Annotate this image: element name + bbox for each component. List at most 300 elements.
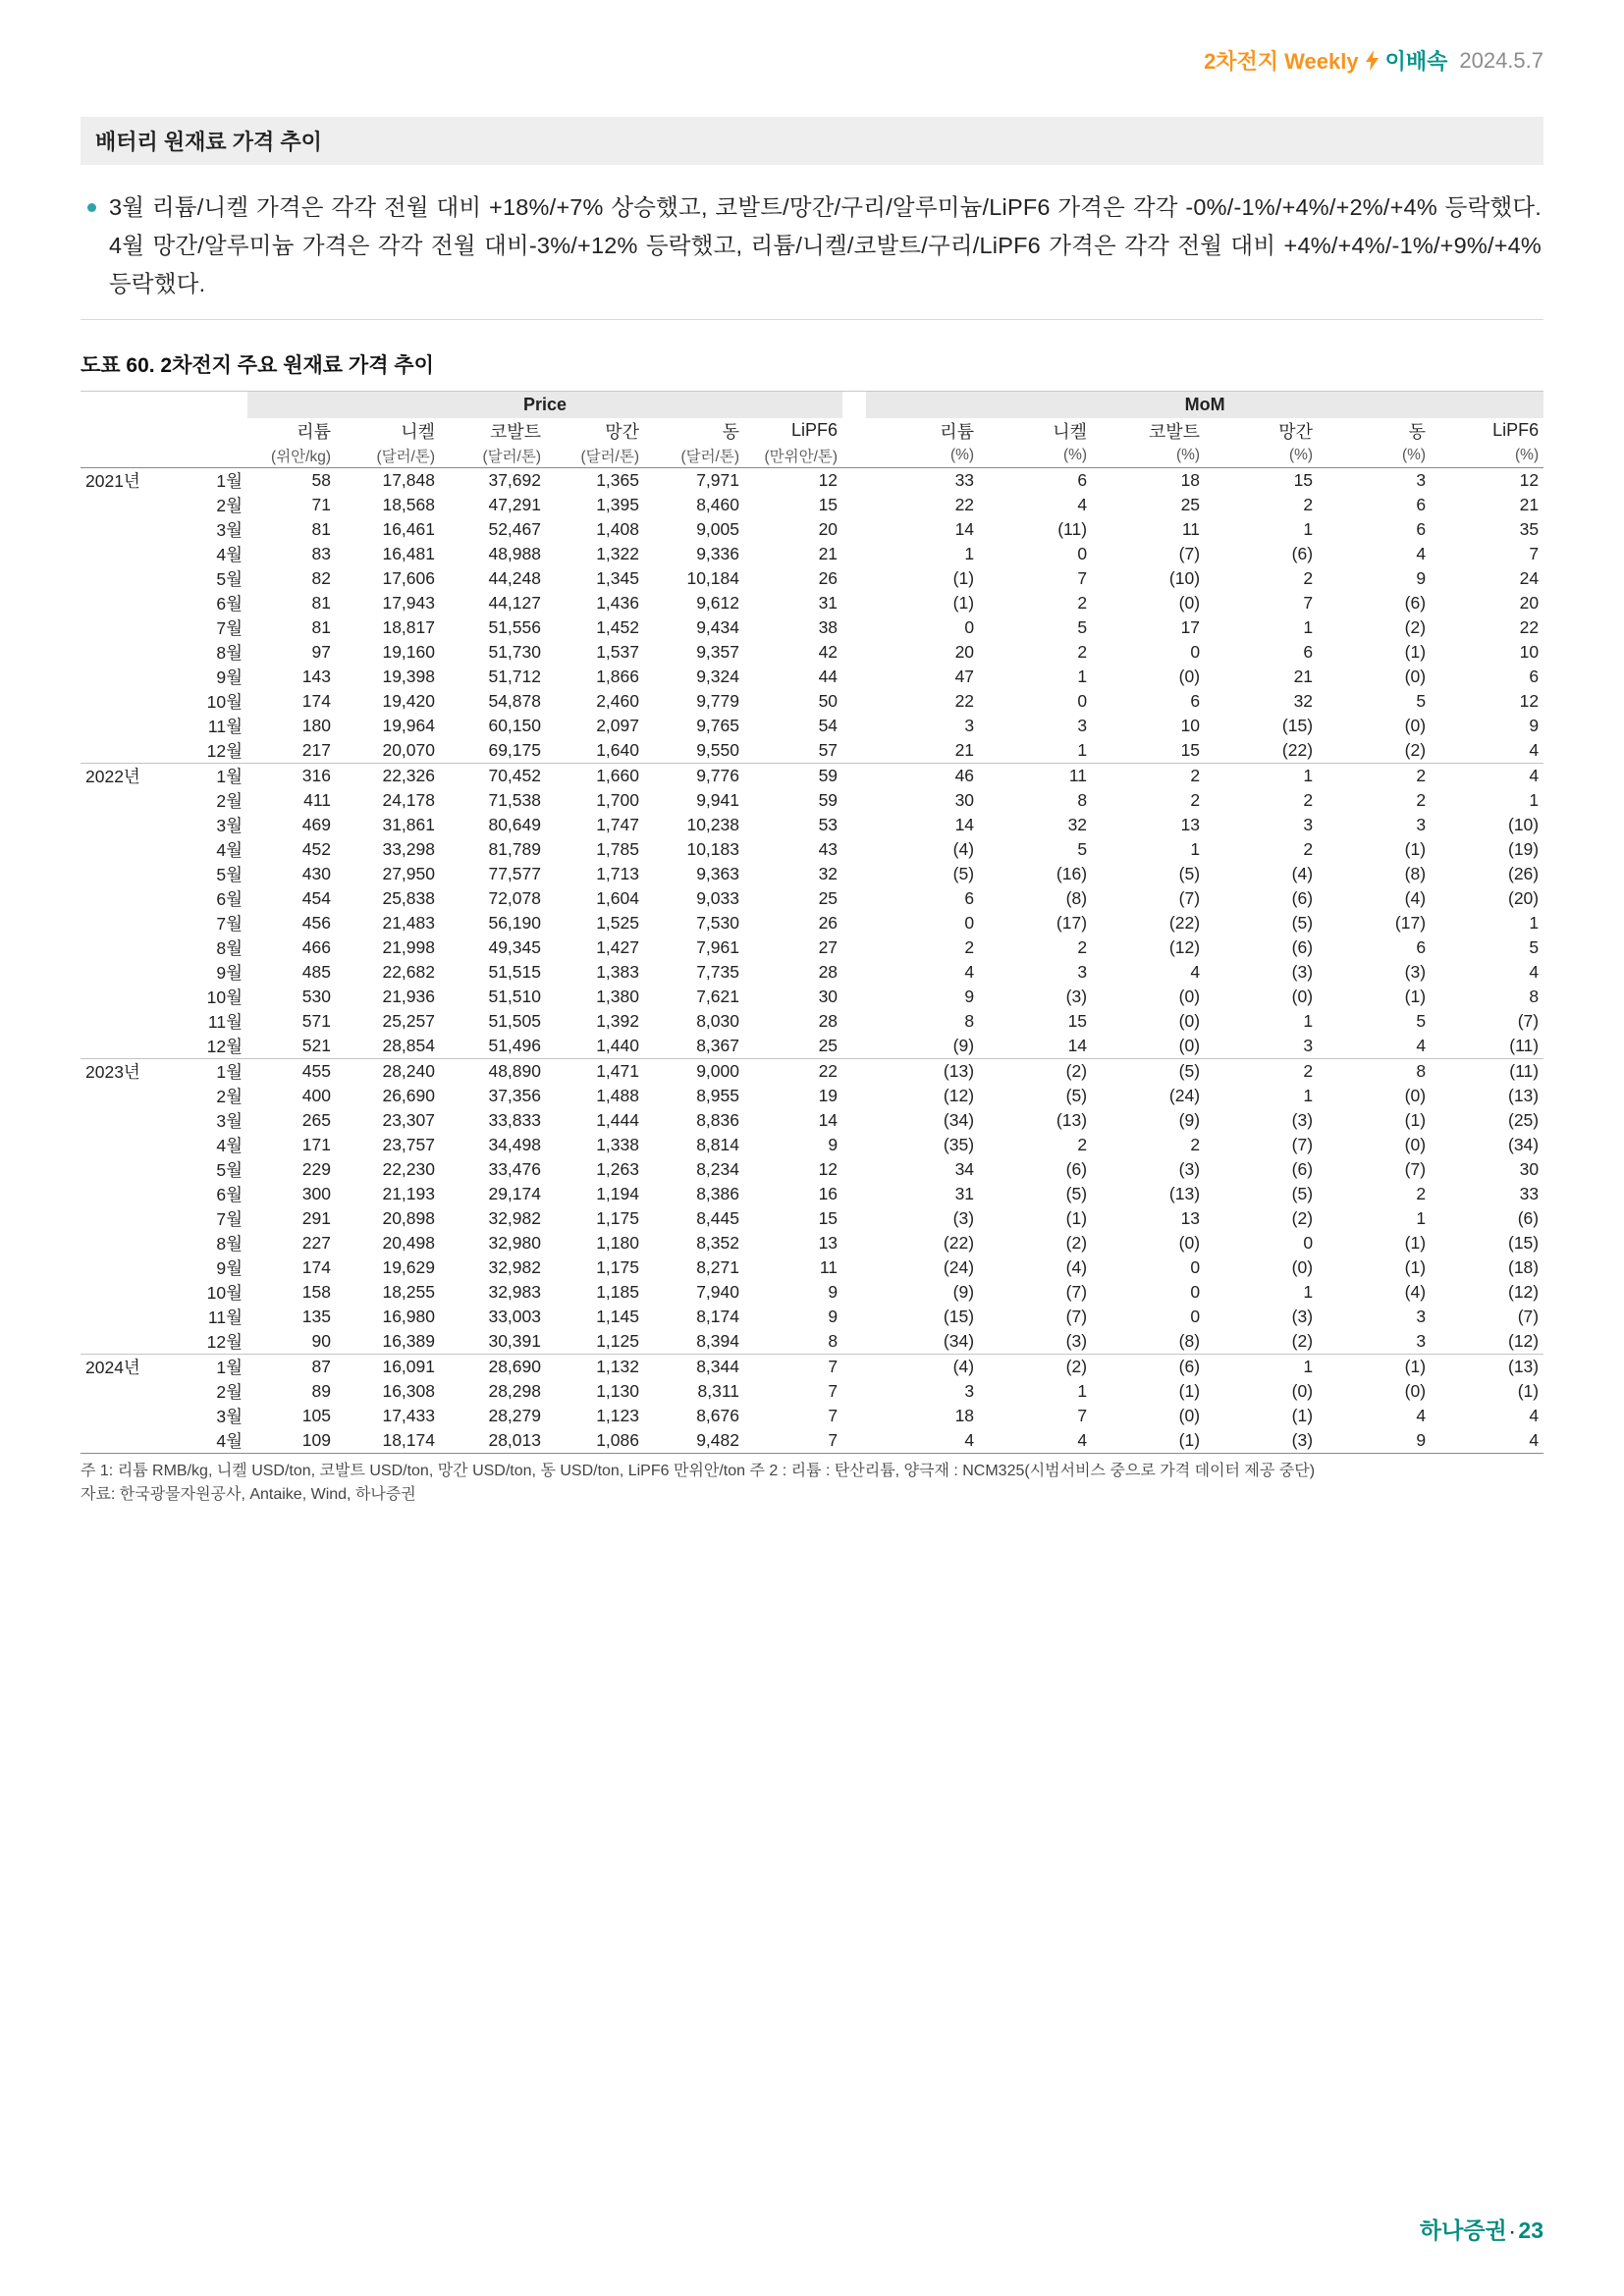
- price-cell: 485: [301, 962, 331, 982]
- price-cell: 229: [301, 1159, 331, 1179]
- mom-cell: (2): [1404, 740, 1427, 760]
- table-row: [81, 837, 1543, 862]
- mom-cell: (19): [1508, 839, 1540, 859]
- mom-cell: 2: [964, 937, 975, 957]
- mom-cell: (8): [1065, 888, 1088, 908]
- mom-cell: (4): [866, 1355, 979, 1380]
- column-unit: (달러/톤): [644, 444, 744, 468]
- price-cell: 32,983: [488, 1282, 541, 1302]
- price-cell: 33,298: [382, 839, 435, 859]
- mom-cell: 5: [1077, 617, 1088, 637]
- report-series-title: 2차전지 Weekly: [1204, 49, 1359, 74]
- price-group-header: Price: [247, 392, 842, 418]
- table-row: [81, 985, 1543, 1009]
- month-cell: 11월: [207, 1308, 243, 1327]
- mom-cell: 4: [1431, 764, 1543, 789]
- table-row: [81, 813, 1543, 837]
- price-cell: 97: [311, 642, 331, 662]
- price-cell: 25,257: [382, 1011, 435, 1031]
- column-name: 코발트: [1148, 421, 1201, 442]
- price-cell: 12: [818, 470, 839, 490]
- mom-cell: 3: [1077, 716, 1088, 735]
- price-cell: 17,606: [382, 568, 435, 588]
- price-cell: 11: [819, 1257, 839, 1277]
- table-title: 도표 60. 2차전지 주요 원재료 가격 추이: [81, 354, 434, 377]
- price-cell: 7: [828, 1381, 839, 1401]
- column-unit: (달러/톤): [546, 444, 644, 468]
- price-cell: 1,086: [596, 1430, 639, 1450]
- mom-cell: 10: [1519, 642, 1540, 662]
- mom-cell: (1): [1404, 839, 1427, 859]
- mom-cell: (1): [1404, 1257, 1427, 1277]
- table-row: [81, 1305, 1543, 1329]
- mom-cell: 12: [1519, 691, 1540, 711]
- year-cell: 2022년: [81, 764, 187, 789]
- price-cell: 7,940: [696, 1282, 739, 1302]
- month-cell: 6월: [216, 889, 243, 909]
- month-cell: 2월: [216, 1087, 243, 1106]
- price-cell: 1,700: [596, 790, 639, 810]
- mom-cell: (4): [952, 839, 975, 859]
- column-unit: (위안/kg): [247, 444, 336, 468]
- mom-cell: (0): [1178, 1036, 1201, 1055]
- year-cell: [81, 1379, 187, 1404]
- mom-cell: (12): [1508, 1282, 1540, 1302]
- mom-cell: (0): [1178, 1011, 1201, 1031]
- price-cell: 10,184: [686, 568, 739, 588]
- mom-cell: (0): [1178, 987, 1201, 1006]
- mom-cell: 30: [1519, 1159, 1540, 1179]
- price-cell: 28,279: [488, 1406, 541, 1425]
- price-cell: 18,568: [382, 495, 435, 514]
- mom-cell: 2: [1416, 790, 1427, 810]
- mom-cell: 1: [964, 544, 975, 563]
- mom-cell: (5): [952, 864, 975, 883]
- group-gap: [842, 640, 866, 665]
- month-cell: 4월: [216, 545, 243, 564]
- mom-cell: 3: [1303, 815, 1314, 834]
- month-cell: 1월: [187, 1355, 247, 1380]
- price-cell: 33,476: [488, 1159, 541, 1179]
- price-cell: 51,505: [488, 1011, 541, 1031]
- mom-cell: (7): [1065, 1307, 1088, 1326]
- price-cell: 44: [818, 667, 839, 686]
- table-row: [81, 1355, 1543, 1380]
- table-row: [81, 1059, 1543, 1085]
- price-cell: 9: [828, 1282, 839, 1302]
- column-unit: (달러/톤): [336, 444, 440, 468]
- table-row: [81, 689, 1543, 714]
- mom-cell: 10: [1180, 716, 1201, 735]
- price-cell: 56,190: [488, 913, 541, 933]
- month-cell: 6월: [216, 594, 243, 614]
- mom-cell: 21: [1519, 495, 1540, 514]
- year-cell: [81, 1034, 187, 1059]
- price-cell: 14: [818, 1110, 839, 1130]
- price-cell: 9,482: [696, 1430, 739, 1450]
- price-cell: 29,174: [488, 1184, 541, 1203]
- mom-cell: (20): [1508, 888, 1540, 908]
- price-cell: 1,185: [596, 1282, 639, 1302]
- mom-cell: (0): [1404, 1381, 1427, 1401]
- price-cell: 1,427: [596, 937, 639, 957]
- price-cell: 8,386: [696, 1184, 739, 1203]
- mom-cell: 22: [954, 691, 975, 711]
- mom-cell: (12): [1168, 937, 1201, 957]
- mom-cell: 0: [1303, 1233, 1314, 1253]
- column-unit-row: [81, 444, 1543, 468]
- mom-cell: (7): [1404, 1159, 1427, 1179]
- group-gap: [842, 738, 866, 764]
- table-row: [81, 738, 1543, 764]
- mom-cell: (35): [943, 1135, 975, 1154]
- mom-cell: (5): [1178, 864, 1201, 883]
- price-cell: 38: [818, 617, 839, 637]
- table-row: [81, 1084, 1543, 1108]
- price-cell: 81: [311, 617, 331, 637]
- mom-cell: (1): [1404, 1110, 1427, 1130]
- price-cell: 28,013: [488, 1430, 541, 1450]
- mom-cell: (2): [1065, 1233, 1088, 1253]
- price-cell: 25,838: [382, 888, 435, 908]
- price-cell: 28: [818, 1011, 839, 1031]
- mom-cell: (0): [1291, 1257, 1314, 1277]
- table-body: [81, 468, 1543, 1454]
- mom-cell: (9): [952, 1036, 975, 1055]
- price-cell: 530: [301, 987, 331, 1006]
- mom-cell: 7: [1077, 1406, 1088, 1425]
- group-gap: [842, 392, 866, 418]
- mom-cell: 13: [1180, 1208, 1201, 1228]
- column-unit: (만위안/톤): [744, 444, 842, 468]
- mom-cell: 7: [1303, 593, 1314, 613]
- price-cell: 1,436: [596, 593, 639, 613]
- mom-cell: (12): [1508, 1331, 1540, 1351]
- group-gap: [842, 418, 866, 444]
- price-cell: 59: [744, 764, 842, 789]
- price-cell: 33,003: [488, 1307, 541, 1326]
- mom-cell: 22: [1519, 617, 1540, 637]
- price-cell: 455: [247, 1059, 336, 1085]
- month-cell: 11월: [207, 1012, 243, 1032]
- mom-cell: (13): [866, 1059, 979, 1085]
- price-cell: 9,765: [696, 716, 739, 735]
- month-cell: 9월: [216, 1258, 243, 1278]
- table-row: [81, 615, 1543, 640]
- mom-cell: (7): [1178, 544, 1201, 563]
- raw-material-price-table: [81, 391, 1543, 1454]
- column-name: 니켈: [1053, 421, 1088, 442]
- mom-cell: 8: [1077, 790, 1088, 810]
- mom-cell: (9): [952, 1282, 975, 1302]
- mom-cell: (9): [1178, 1110, 1201, 1130]
- price-cell: 7,971: [696, 470, 739, 490]
- price-cell: 25: [818, 888, 839, 908]
- price-cell: 7: [828, 1430, 839, 1450]
- mom-cell: (15): [1508, 1233, 1540, 1253]
- mom-cell: (6): [1291, 888, 1314, 908]
- year-cell: [81, 689, 187, 714]
- group-gap: [842, 886, 866, 911]
- group-gap: [842, 1231, 866, 1255]
- price-cell: 9,363: [696, 864, 739, 883]
- mom-cell: 4: [1529, 1430, 1540, 1450]
- page-header: [81, 45, 1543, 76]
- price-cell: 71: [311, 495, 331, 514]
- month-cell: 10월: [206, 692, 243, 712]
- column-name: 동: [722, 421, 739, 442]
- group-gap: [842, 468, 866, 494]
- price-cell: 51,515: [488, 962, 541, 982]
- group-gap: [842, 960, 866, 985]
- mom-cell: (17): [1394, 913, 1427, 933]
- mom-cell: 5: [1416, 691, 1427, 711]
- price-cell: 454: [301, 888, 331, 908]
- mom-cell: 7: [1529, 544, 1540, 563]
- section-title: 배터리 원재료 가격 추이: [95, 130, 322, 154]
- year-cell: [81, 1157, 187, 1182]
- year-cell: [81, 935, 187, 960]
- price-cell: 1,145: [596, 1307, 639, 1326]
- mom-cell: (0): [1178, 1233, 1201, 1253]
- mom-cell: (3): [1291, 1307, 1314, 1326]
- month-cell: 12월: [206, 1332, 243, 1352]
- footnote-1: 주 1: 리튬 RMB/kg, 니켈 USD/ton, 코발트 USD/ton, 망간 USD/ton, 동 USD/ton, LiPF6 만위안/ton 주 2 : 리튬 : 탄산리튬, 양극재 : NCM325(시범서비스 중으로 가격 데이터 제공 중단): [81, 1463, 1316, 1479]
- price-cell: 456: [301, 913, 331, 933]
- mom-cell: 1: [1303, 519, 1314, 539]
- summary-paragraph: [81, 188, 1543, 303]
- price-cell: 7,735: [696, 962, 739, 982]
- mom-cell: (1): [1404, 642, 1427, 662]
- mom-cell: 4: [1529, 1406, 1540, 1425]
- column-name: 리튬: [297, 421, 331, 442]
- price-cell: 1,380: [596, 987, 639, 1006]
- mom-cell: 18: [954, 1406, 975, 1425]
- mom-cell: 2: [1190, 1135, 1201, 1154]
- group-gap: [842, 1009, 866, 1034]
- mom-cell: 14: [1067, 1036, 1088, 1055]
- price-cell: 1,408: [596, 519, 639, 539]
- group-gap: [842, 1404, 866, 1428]
- column-name-row: [81, 418, 1543, 444]
- price-cell: 19,398: [382, 667, 435, 686]
- year-cell: [81, 665, 187, 689]
- mom-cell: 1: [1416, 1208, 1427, 1228]
- mom-cell: (7): [1291, 1135, 1314, 1154]
- mom-cell: 0: [1190, 1282, 1201, 1302]
- price-cell: 26,690: [382, 1086, 435, 1105]
- mom-cell: 4: [1529, 740, 1540, 760]
- mom-cell: 18: [1180, 470, 1201, 490]
- price-cell: 18,174: [382, 1430, 435, 1450]
- header-spacer: [81, 418, 247, 444]
- month-cell: 10월: [206, 988, 243, 1007]
- group-gap: [842, 444, 866, 468]
- mom-cell: 6: [1416, 937, 1427, 957]
- mom-cell: 2: [1077, 937, 1088, 957]
- mom-cell: 14: [954, 815, 975, 834]
- mom-cell: (7): [1517, 1307, 1540, 1326]
- price-cell: 1,866: [596, 667, 639, 686]
- column-name: LiPF6: [1492, 420, 1540, 440]
- mom-cell: 25: [1180, 495, 1201, 514]
- month-cell: 5월: [216, 569, 243, 589]
- table-row: [81, 468, 1543, 494]
- mom-cell: (0): [1404, 1135, 1427, 1154]
- mom-cell: 33: [1519, 1184, 1540, 1203]
- price-cell: 9,000: [644, 1059, 744, 1085]
- price-cell: 28,298: [488, 1381, 541, 1401]
- year-cell: [81, 714, 187, 738]
- table-row: [81, 911, 1543, 935]
- price-cell: 174: [301, 1257, 331, 1277]
- mom-cell: 11: [979, 764, 1092, 789]
- mom-cell: (6): [1291, 937, 1314, 957]
- month-cell: 2월: [216, 791, 243, 811]
- price-cell: 1,713: [596, 864, 639, 883]
- mom-cell: (10): [1508, 815, 1540, 834]
- column-unit: (%): [1092, 444, 1205, 468]
- publisher-logo: 하나증권: [1419, 2217, 1507, 2243]
- month-cell: 4월: [216, 1431, 243, 1451]
- mom-cell: (5): [1291, 913, 1314, 933]
- price-cell: 9,779: [696, 691, 739, 711]
- price-cell: 19,629: [382, 1257, 435, 1277]
- price-cell: 54: [818, 716, 839, 735]
- mom-cell: 31: [954, 1184, 975, 1203]
- month-cell: 3월: [216, 1407, 243, 1426]
- year-cell: [81, 640, 187, 665]
- price-cell: 19: [818, 1086, 839, 1105]
- column-name: LiPF6: [791, 420, 839, 440]
- group-gap: [842, 985, 866, 1009]
- mom-cell: (3): [1291, 962, 1314, 982]
- price-cell: 87: [247, 1355, 336, 1380]
- year-cell: [81, 517, 187, 542]
- table-row: [81, 960, 1543, 985]
- price-cell: 51,712: [488, 667, 541, 686]
- mom-cell: (2): [1291, 1331, 1314, 1351]
- mom-cell: 2: [1303, 790, 1314, 810]
- price-cell: 1,660: [546, 764, 644, 789]
- bullet-icon: [87, 203, 96, 212]
- column-unit: (%): [1205, 444, 1318, 468]
- price-cell: 51,496: [488, 1036, 541, 1055]
- mom-cell: (0): [1178, 667, 1201, 686]
- column-unit: (%): [866, 444, 979, 468]
- mom-cell: (0): [1404, 716, 1427, 735]
- mom-cell: 6: [1416, 495, 1427, 514]
- year-cell: [81, 1404, 187, 1428]
- mom-cell: 32: [1293, 691, 1314, 711]
- price-cell: 48,890: [440, 1059, 546, 1085]
- price-cell: 1,440: [596, 1036, 639, 1055]
- price-cell: 19,160: [382, 642, 435, 662]
- price-cell: 20,070: [382, 740, 435, 760]
- mom-cell: 2: [1190, 790, 1201, 810]
- mom-cell: (3): [1065, 1331, 1088, 1351]
- mom-cell: 7: [1077, 568, 1088, 588]
- mom-cell: (1): [952, 568, 975, 588]
- mom-cell: 9: [964, 987, 975, 1006]
- price-cell: 1,785: [596, 839, 639, 859]
- price-cell: 37,356: [488, 1086, 541, 1105]
- group-gap: [842, 1355, 866, 1380]
- price-cell: 9,612: [696, 593, 739, 613]
- page-content: [81, 0, 1543, 1507]
- price-cell: 53: [818, 815, 839, 834]
- price-cell: 469: [301, 815, 331, 834]
- price-cell: 16,481: [382, 544, 435, 563]
- price-cell: 1,132: [546, 1355, 644, 1380]
- header-spacer: [81, 392, 247, 418]
- price-cell: 23,757: [382, 1135, 435, 1154]
- summary-text: 3월 리튬/니켈 가격은 각각 전월 대비 +18%/+7% 상승했고, 코발트/망간/구리/알루미늄/LiPF6 가격은 각각 -0%/-1%/+4%/+2%/+4% 등락했다. 4월 망간/알루미늄 가격은 각각 전월 대비-3%/+12% 등락했고, 리튬/니켈/코발트/구리/LiPF6 가격은 각각 전월 대비 +4%/+4%/-1%/+9%/+4% 등락했다.: [109, 194, 1542, 296]
- price-cell: 8,234: [696, 1159, 739, 1179]
- month-cell: 7월: [216, 1209, 243, 1229]
- price-cell: 24,178: [382, 790, 435, 810]
- mom-cell: (5): [1065, 1086, 1088, 1105]
- column-name: 동: [1408, 421, 1427, 442]
- page-footer: [1420, 2213, 1543, 2245]
- price-cell: 28,690: [440, 1355, 546, 1380]
- year-cell: [81, 1182, 187, 1206]
- price-cell: 54,878: [488, 691, 541, 711]
- price-cell: 28,854: [382, 1036, 435, 1055]
- mom-cell: 14: [954, 519, 975, 539]
- price-cell: 1,444: [596, 1110, 639, 1130]
- year-cell: 2021년: [85, 471, 140, 491]
- price-cell: 9,005: [696, 519, 739, 539]
- mom-cell: (16): [1056, 864, 1088, 883]
- price-cell: 27,950: [382, 864, 435, 883]
- group-gap: [842, 493, 866, 517]
- year-cell: [81, 1255, 187, 1280]
- mom-cell: 6: [1416, 519, 1427, 539]
- price-cell: 20,898: [382, 1208, 435, 1228]
- mom-cell: (0): [1404, 1086, 1427, 1105]
- footnote-2: 자료: 한국광물자원공사, Antaike, Wind, 하나증권: [81, 1486, 416, 1503]
- year-cell: [81, 813, 187, 837]
- mom-cell: (0): [1178, 593, 1201, 613]
- price-cell: 52,467: [488, 519, 541, 539]
- mom-cell: 2: [1077, 642, 1088, 662]
- mom-cell: (6): [1404, 593, 1427, 613]
- mom-cell: (22): [1281, 740, 1314, 760]
- price-cell: 21,483: [382, 913, 435, 933]
- price-cell: 8,460: [696, 495, 739, 514]
- price-cell: 1,263: [596, 1159, 639, 1179]
- price-cell: 21,193: [382, 1184, 435, 1203]
- price-cell: 26: [818, 568, 839, 588]
- price-cell: 8,836: [696, 1110, 739, 1130]
- month-cell: 2월: [216, 1382, 243, 1402]
- price-cell: 1,392: [596, 1011, 639, 1031]
- price-cell: 1,395: [596, 495, 639, 514]
- mom-group-header: MoM: [866, 392, 1543, 418]
- price-cell: 16,980: [382, 1307, 435, 1326]
- mom-cell: 15: [1067, 1011, 1088, 1031]
- year-cell: [81, 1084, 187, 1108]
- group-gap: [842, 1206, 866, 1231]
- price-cell: 81: [311, 519, 331, 539]
- year-cell: [81, 985, 187, 1009]
- year-cell: [81, 960, 187, 985]
- report-date: 2024.5.7: [1459, 47, 1543, 73]
- mom-cell: (2): [1404, 617, 1427, 637]
- mom-cell: 8: [1318, 1059, 1431, 1085]
- table-row: [81, 493, 1543, 517]
